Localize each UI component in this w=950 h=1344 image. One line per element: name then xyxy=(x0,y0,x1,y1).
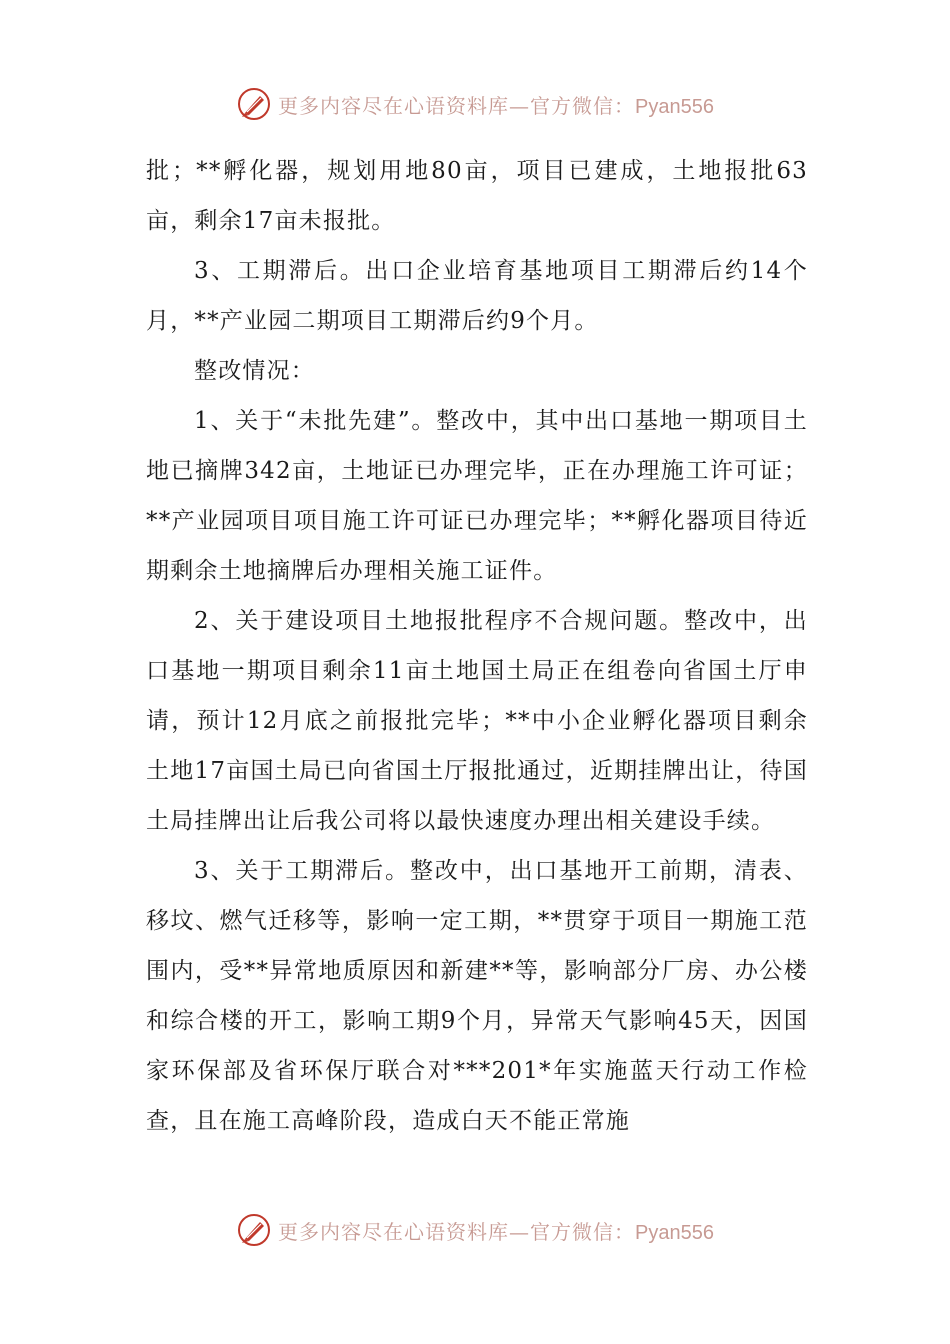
watermark-text: 更多内容尽在心语资料库—官方微信：Pyan556 xyxy=(278,1219,714,1244)
pen-nib-logo-icon xyxy=(236,86,272,122)
watermark-text: 更多内容尽在心语资料库—官方微信：Pyan556 xyxy=(278,93,714,118)
paragraph: 2、关于建设项目土地报批程序不合规问题。整改中，出口基地一期项目剩余11亩土地国土局正在组卷向省国土厅申请，预计12月底之前报批完毕；**中小企业孵化器项目剩余土地17亩国土局已向省国土厅报批通过，近期挂牌出让，待国土局挂牌出让后我公司将以最快速度办理出相关建设手续。 xyxy=(146,608,808,834)
paragraph: 1、关于“未批先建”。整改中，其中出口基地一期项目土地已摘牌342亩，土地证已办理完毕，正在办理施工许可证；**产业园项目项目施工许可证已办理完毕；**孵化器项目待近期剩余土地摘牌后办理相关施工证件。 xyxy=(146,408,808,584)
section-heading: 整改情况： xyxy=(194,358,315,384)
paragraph: 3、工期滞后。出口企业培育基地项目工期滞后约14个月，**产业园二期项目工期滞后约9个月。 xyxy=(146,258,808,334)
document-body xyxy=(146,146,808,1146)
pen-nib-logo-icon xyxy=(236,1212,272,1248)
paragraph: 3、关于工期滞后。整改中，出口基地开工前期，清表、移坟、燃气迁移等，影响一定工期，**贯穿于项目一期施工范围内，受**异常地质原因和新建**等，影响部分厂房、办公楼和综合楼的开工，影响工期9个月，异常天气影响45天，因国家环保部及省环保厅联合对***201*年实施蓝天行动工作检查，且在施工高峰阶段，造成白天不能正常施 xyxy=(146,858,808,1134)
paragraph: 批；**孵化器，规划用地80亩，项目已建成，土地报批63亩，剩余17亩未报批。 xyxy=(146,158,808,234)
header-watermark xyxy=(0,82,950,126)
footer-watermark xyxy=(0,1208,950,1252)
